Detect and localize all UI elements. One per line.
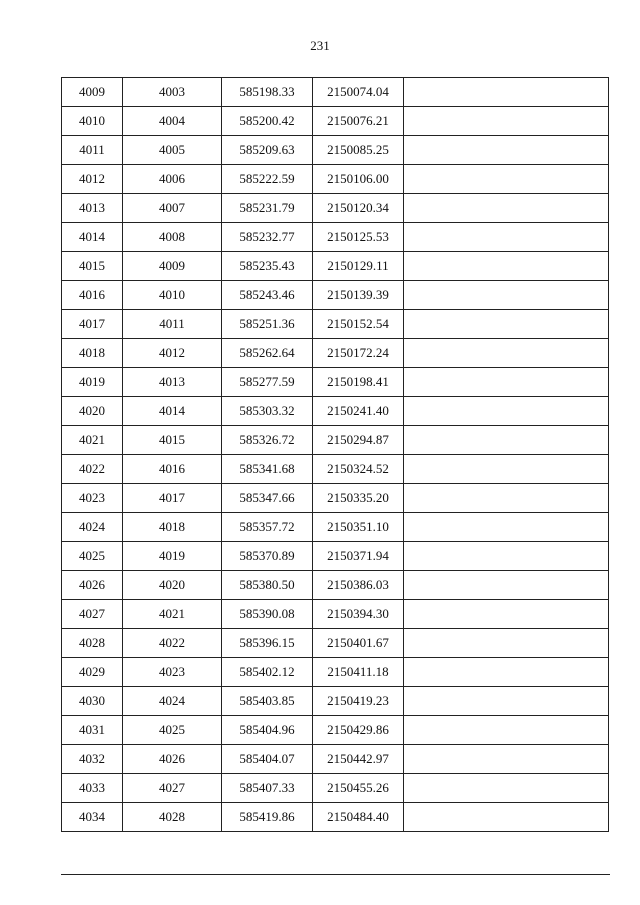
point-number-cell: 4027	[62, 600, 123, 629]
reference-number-cell: 4004	[123, 107, 222, 136]
reference-number-cell: 4016	[123, 455, 222, 484]
reference-number-cell: 4017	[123, 484, 222, 513]
note-cell	[404, 281, 609, 310]
x-coordinate-cell: 585396.15	[222, 629, 313, 658]
table-row	[62, 484, 609, 513]
reference-number-cell: 4027	[123, 774, 222, 803]
table-row	[62, 513, 609, 542]
note-cell	[404, 745, 609, 774]
y-coordinate-cell: 2150172.24	[313, 339, 404, 368]
coordinates-table	[61, 77, 609, 832]
page-number: 231	[310, 38, 330, 53]
point-number-cell: 4029	[62, 658, 123, 687]
x-coordinate-cell: 585235.43	[222, 252, 313, 281]
footer-rule	[61, 874, 610, 875]
reference-number-cell: 4025	[123, 716, 222, 745]
point-number-cell: 4009	[62, 78, 123, 107]
x-coordinate-cell: 585390.08	[222, 600, 313, 629]
note-cell	[404, 165, 609, 194]
point-number-cell: 4017	[62, 310, 123, 339]
note-cell	[404, 223, 609, 252]
note-cell	[404, 542, 609, 571]
table-row	[62, 687, 609, 716]
point-number-cell: 4034	[62, 803, 123, 832]
point-number-cell: 4023	[62, 484, 123, 513]
table-row	[62, 455, 609, 484]
x-coordinate-cell: 585341.68	[222, 455, 313, 484]
point-number-cell: 4018	[62, 339, 123, 368]
table-row	[62, 136, 609, 165]
reference-number-cell: 4012	[123, 339, 222, 368]
table-row	[62, 107, 609, 136]
note-cell	[404, 658, 609, 687]
point-number-cell: 4025	[62, 542, 123, 571]
y-coordinate-cell: 2150351.10	[313, 513, 404, 542]
note-cell	[404, 194, 609, 223]
y-coordinate-cell: 2150429.86	[313, 716, 404, 745]
point-number-cell: 4019	[62, 368, 123, 397]
reference-number-cell: 4018	[123, 513, 222, 542]
y-coordinate-cell: 2150152.54	[313, 310, 404, 339]
table-row	[62, 658, 609, 687]
table-row	[62, 252, 609, 281]
note-cell	[404, 803, 609, 832]
point-number-cell: 4031	[62, 716, 123, 745]
point-number-cell: 4022	[62, 455, 123, 484]
point-number-cell: 4013	[62, 194, 123, 223]
point-number-cell: 4026	[62, 571, 123, 600]
note-cell	[404, 571, 609, 600]
note-cell	[404, 600, 609, 629]
point-number-cell: 4014	[62, 223, 123, 252]
note-cell	[404, 687, 609, 716]
y-coordinate-cell: 2150335.20	[313, 484, 404, 513]
reference-number-cell: 4021	[123, 600, 222, 629]
y-coordinate-cell: 2150241.40	[313, 397, 404, 426]
reference-number-cell: 4028	[123, 803, 222, 832]
reference-number-cell: 4024	[123, 687, 222, 716]
y-coordinate-cell: 2150198.41	[313, 368, 404, 397]
table-row	[62, 281, 609, 310]
y-coordinate-cell: 2150294.87	[313, 426, 404, 455]
x-coordinate-cell: 585357.72	[222, 513, 313, 542]
y-coordinate-cell: 2150076.21	[313, 107, 404, 136]
note-cell	[404, 136, 609, 165]
reference-number-cell: 4005	[123, 136, 222, 165]
table-row	[62, 600, 609, 629]
y-coordinate-cell: 2150074.04	[313, 78, 404, 107]
reference-number-cell: 4010	[123, 281, 222, 310]
point-number-cell: 4033	[62, 774, 123, 803]
reference-number-cell: 4023	[123, 658, 222, 687]
point-number-cell: 4030	[62, 687, 123, 716]
table-row	[62, 165, 609, 194]
x-coordinate-cell: 585232.77	[222, 223, 313, 252]
reference-number-cell: 4022	[123, 629, 222, 658]
y-coordinate-cell: 2150411.18	[313, 658, 404, 687]
note-cell	[404, 397, 609, 426]
reference-number-cell: 4011	[123, 310, 222, 339]
x-coordinate-cell: 585209.63	[222, 136, 313, 165]
x-coordinate-cell: 585404.96	[222, 716, 313, 745]
note-cell	[404, 78, 609, 107]
x-coordinate-cell: 585198.33	[222, 78, 313, 107]
x-coordinate-cell: 585407.33	[222, 774, 313, 803]
y-coordinate-cell: 2150401.67	[313, 629, 404, 658]
x-coordinate-cell: 585200.42	[222, 107, 313, 136]
y-coordinate-cell: 2150419.23	[313, 687, 404, 716]
x-coordinate-cell: 585303.32	[222, 397, 313, 426]
table-row	[62, 774, 609, 803]
note-cell	[404, 629, 609, 658]
y-coordinate-cell: 2150125.53	[313, 223, 404, 252]
table-row	[62, 339, 609, 368]
table-row	[62, 368, 609, 397]
note-cell	[404, 455, 609, 484]
x-coordinate-cell: 585231.79	[222, 194, 313, 223]
x-coordinate-cell: 585251.36	[222, 310, 313, 339]
table-row	[62, 310, 609, 339]
table-row	[62, 803, 609, 832]
x-coordinate-cell: 585326.72	[222, 426, 313, 455]
y-coordinate-cell: 2150120.34	[313, 194, 404, 223]
table-row	[62, 629, 609, 658]
reference-number-cell: 4007	[123, 194, 222, 223]
reference-number-cell: 4026	[123, 745, 222, 774]
table-row	[62, 542, 609, 571]
point-number-cell: 4032	[62, 745, 123, 774]
x-coordinate-cell: 585380.50	[222, 571, 313, 600]
reference-number-cell: 4008	[123, 223, 222, 252]
y-coordinate-cell: 2150386.03	[313, 571, 404, 600]
note-cell	[404, 339, 609, 368]
x-coordinate-cell: 585277.59	[222, 368, 313, 397]
y-coordinate-cell: 2150106.00	[313, 165, 404, 194]
x-coordinate-cell: 585347.66	[222, 484, 313, 513]
y-coordinate-cell: 2150455.26	[313, 774, 404, 803]
table-row	[62, 426, 609, 455]
reference-number-cell: 4009	[123, 252, 222, 281]
reference-number-cell: 4019	[123, 542, 222, 571]
table-row	[62, 716, 609, 745]
note-cell	[404, 484, 609, 513]
x-coordinate-cell: 585370.89	[222, 542, 313, 571]
x-coordinate-cell: 585262.64	[222, 339, 313, 368]
x-coordinate-cell: 585419.86	[222, 803, 313, 832]
reference-number-cell: 4013	[123, 368, 222, 397]
note-cell	[404, 107, 609, 136]
point-number-cell: 4011	[62, 136, 123, 165]
x-coordinate-cell: 585404.07	[222, 745, 313, 774]
y-coordinate-cell: 2150139.39	[313, 281, 404, 310]
point-number-cell: 4015	[62, 252, 123, 281]
note-cell	[404, 368, 609, 397]
reference-number-cell: 4015	[123, 426, 222, 455]
point-number-cell: 4016	[62, 281, 123, 310]
note-cell	[404, 513, 609, 542]
table-row	[62, 745, 609, 774]
table-row	[62, 223, 609, 252]
table-row	[62, 397, 609, 426]
point-number-cell: 4020	[62, 397, 123, 426]
y-coordinate-cell: 2150129.11	[313, 252, 404, 281]
table-row	[62, 78, 609, 107]
y-coordinate-cell: 2150324.52	[313, 455, 404, 484]
reference-number-cell: 4014	[123, 397, 222, 426]
point-number-cell: 4010	[62, 107, 123, 136]
reference-number-cell: 4003	[123, 78, 222, 107]
table-row	[62, 194, 609, 223]
y-coordinate-cell: 2150442.97	[313, 745, 404, 774]
table-body	[62, 78, 609, 832]
note-cell	[404, 426, 609, 455]
note-cell	[404, 774, 609, 803]
x-coordinate-cell: 585243.46	[222, 281, 313, 310]
reference-number-cell: 4006	[123, 165, 222, 194]
y-coordinate-cell: 2150484.40	[313, 803, 404, 832]
point-number-cell: 4028	[62, 629, 123, 658]
table-row	[62, 571, 609, 600]
reference-number-cell: 4020	[123, 571, 222, 600]
y-coordinate-cell: 2150371.94	[313, 542, 404, 571]
note-cell	[404, 310, 609, 339]
point-number-cell: 4024	[62, 513, 123, 542]
point-number-cell: 4012	[62, 165, 123, 194]
x-coordinate-cell: 585402.12	[222, 658, 313, 687]
note-cell	[404, 716, 609, 745]
point-number-cell: 4021	[62, 426, 123, 455]
y-coordinate-cell: 2150394.30	[313, 600, 404, 629]
y-coordinate-cell: 2150085.25	[313, 136, 404, 165]
note-cell	[404, 252, 609, 281]
x-coordinate-cell: 585403.85	[222, 687, 313, 716]
x-coordinate-cell: 585222.59	[222, 165, 313, 194]
